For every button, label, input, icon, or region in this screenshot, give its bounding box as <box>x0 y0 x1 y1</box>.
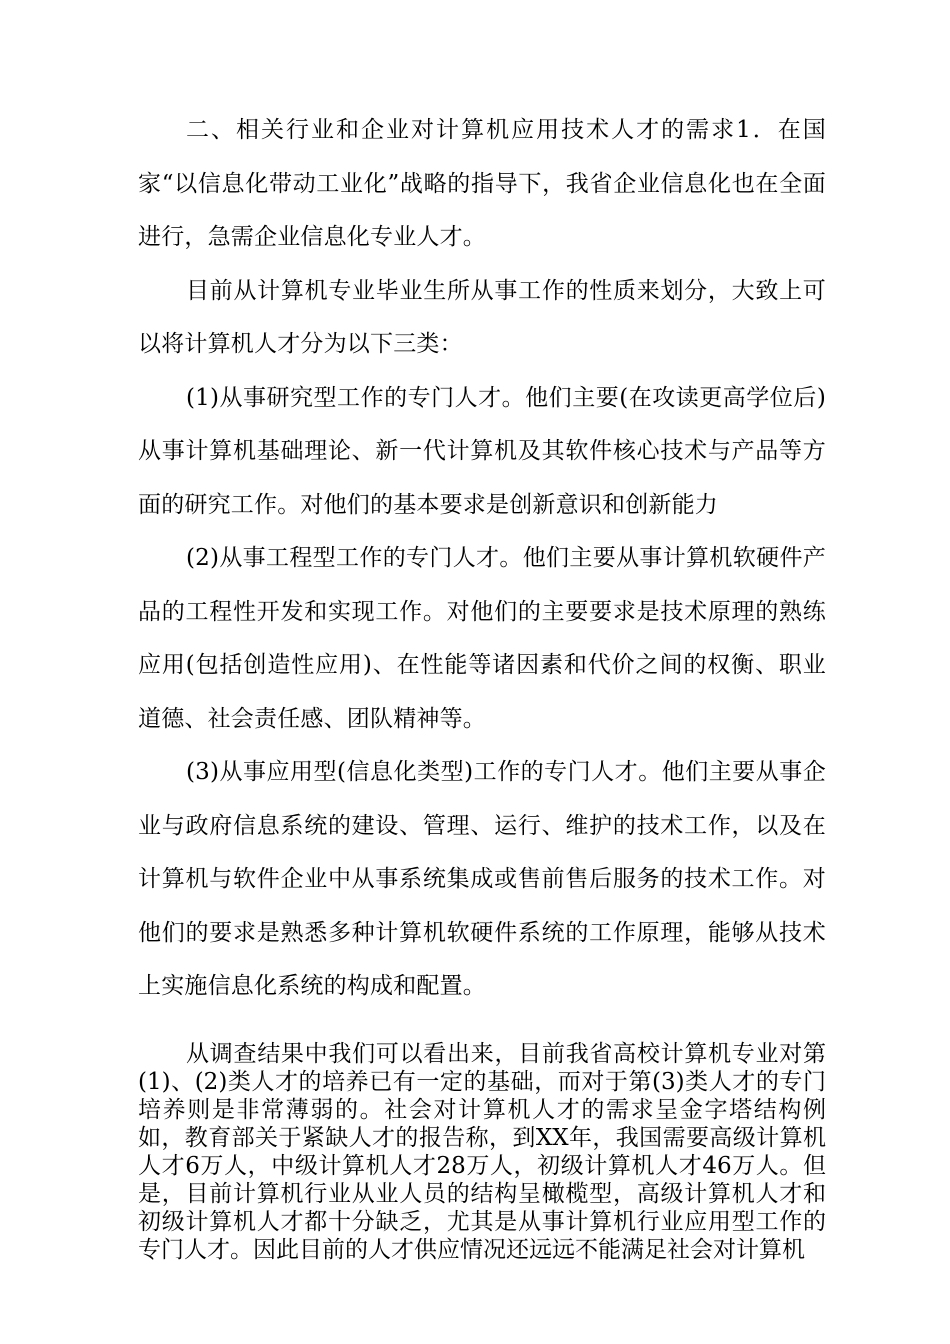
document-page <box>138 104 826 1264</box>
paragraph-research-talent: (1)从事研究型工作的专门人才。他们主要(在攻读更高学位后)从事计算机基础理论、新一代计算机及其软件核心技术与产品等方面的研究工作。对他们的基本要求是创新意识和创新能力 <box>138 384 826 518</box>
paragraph-engineering-talent: (2)从事工程型工作的专门人才。他们主要从事计算机软硬件产品的工程性开发和实现工作。对他们的主要要求是技术原理的熟练应用(包括创造性应用)、在性能等诸因素和代价之间的权衡、职业道德、社会责任感、团队精神等。 <box>138 545 826 732</box>
paragraph-talent-classification: 目前从计算机专业毕业生所从事工作的性质来划分，大致上可以将计算机人才分为以下三类： <box>138 277 826 357</box>
paragraph-industry-demand: 二、相关行业和企业对计算机应用技术人才的需求1．在国家“以信息化带动工业化”战略的指导下，我省企业信息化也在全面进行，急需企业信息化专业人才。 <box>138 117 826 250</box>
paragraph-survey-results: 从调查结果中我们可以看出来，目前我省高校计算机专业对第(1)、(2)类人才的培养已有一定的基础，而对于第(3)类人才的专门培养则是非常薄弱的。社会对计算机人才的需求呈金字塔结构例如，教育部关于紧缺人才的报告称，到XX年，我国需要高级计算机人才6万人，中级计算机人才28万人，初级计算机人才46万人。但是，目前计算机行业从业人员的结构呈橄榄型，高级计算机人才和初级计算机人才都十分缺乏，尤其是从事计算机行业应用型工作的专门人才。因此目前的人才供应情况还远远不能满足社会对计算机 <box>138 1040 826 1263</box>
paragraph-application-talent: (3)从事应用型(信息化类型)工作的专门人才。他们主要从事企业与政府信息系统的建设、管理、运行、维护的技术工作，以及在计算机与软件企业中从事系统集成或售前售后服务的技术工作。对他们的要求是熟悉多种计算机软硬件系统的工作原理，能够从技术上实施信息化系统的构成和配置。 <box>138 759 826 999</box>
